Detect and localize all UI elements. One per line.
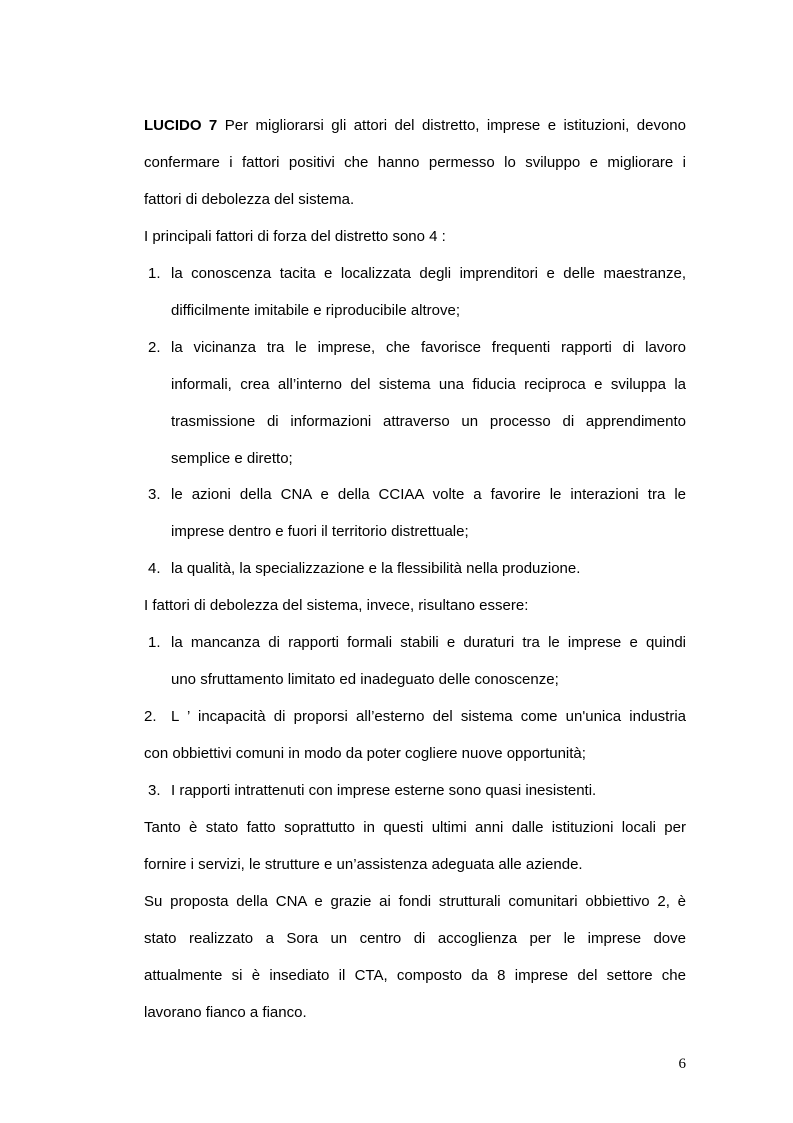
closing-p2-line-1: Su proposta della CNA e grazie ai fondi strutturali comunitari obbiettivo 2, è — [144, 893, 686, 910]
list-line: semplice e diretto; — [171, 450, 293, 467]
closing-p2-line-4: lavorano fianco a fianco. — [144, 1004, 307, 1021]
intro-line-2: confermare i fattori positivi che hanno permesso lo sviluppo e migliorare i — [144, 154, 686, 171]
list-line: trasmissione di informazioni attraverso un processo di apprendimento — [171, 413, 686, 430]
intro-line-3: fattori di debolezza del sistema. — [144, 191, 355, 208]
list-line: la qualità, la specializzazione e la flessibilità nella produzione. — [171, 560, 581, 577]
list-line: uno sfruttamento limitato ed inadeguato delle conoscenze; — [171, 671, 559, 688]
list-number: 3. — [148, 486, 161, 503]
list-number: 3. — [148, 782, 161, 799]
closing-p2-line-2: stato realizzato a Sora un centro di accoglienza per le imprese dove — [144, 930, 686, 947]
list-line: L ’ incapacità di proporsi all’esterno del sistema come un'unica industria — [171, 708, 686, 725]
list-line: imprese dentro e fuori il territorio distrettuale; — [171, 523, 469, 540]
closing-p1-line-2: fornire i servizi, le strutture e un’assistenza adeguata alle aziende. — [144, 856, 583, 873]
list-number: 4. — [148, 560, 161, 577]
page-number: 6 — [678, 1056, 686, 1072]
list-number: 1. — [148, 265, 161, 282]
list-line: con obbiettivi comuni in modo da poter cogliere nuove opportunità; — [144, 745, 586, 762]
list-number: 2. — [148, 339, 161, 356]
list-line: informali, crea all’interno del sistema una fiducia reciproca e sviluppa la — [171, 376, 686, 393]
list-line: difficilmente imitabile e riproducibile altrove; — [171, 302, 461, 319]
intro-line-1-text: Per migliorarsi gli attori del distretto, imprese e istituzioni, devono — [217, 117, 686, 134]
list-line: la mancanza di rapporti formali stabili e duraturi tra le imprese e quindi — [171, 634, 686, 651]
list-line: la vicinanza tra le imprese, che favorisce frequenti rapporti di lavoro — [171, 339, 686, 356]
lucido-heading: LUCIDO 7 — [144, 117, 218, 134]
list-number: 1. — [148, 634, 161, 651]
weaknesses-lead: I fattori di debolezza del sistema, invece, risultano essere: — [144, 597, 529, 614]
list-number: 2. — [144, 708, 157, 725]
strengths-lead: I principali fattori di forza del distretto sono 4 : — [144, 228, 446, 245]
list-line: la conoscenza tacita e localizzata degli imprenditori e delle maestranze, — [171, 265, 686, 282]
intro-line-1 — [144, 107, 686, 144]
list-line: I rapporti intrattenuti con imprese esterne sono quasi inesistenti. — [171, 782, 597, 799]
closing-p2-line-3: attualmente si è insediato il CTA, composto da 8 imprese del settore che — [144, 967, 686, 984]
closing-p1-line-1: Tanto è stato fatto soprattutto in questi ultimi anni dalle istituzioni locali per — [144, 819, 686, 836]
list-line: le azioni della CNA e della CCIAA volte a favorire le interazioni tra le — [171, 486, 686, 503]
